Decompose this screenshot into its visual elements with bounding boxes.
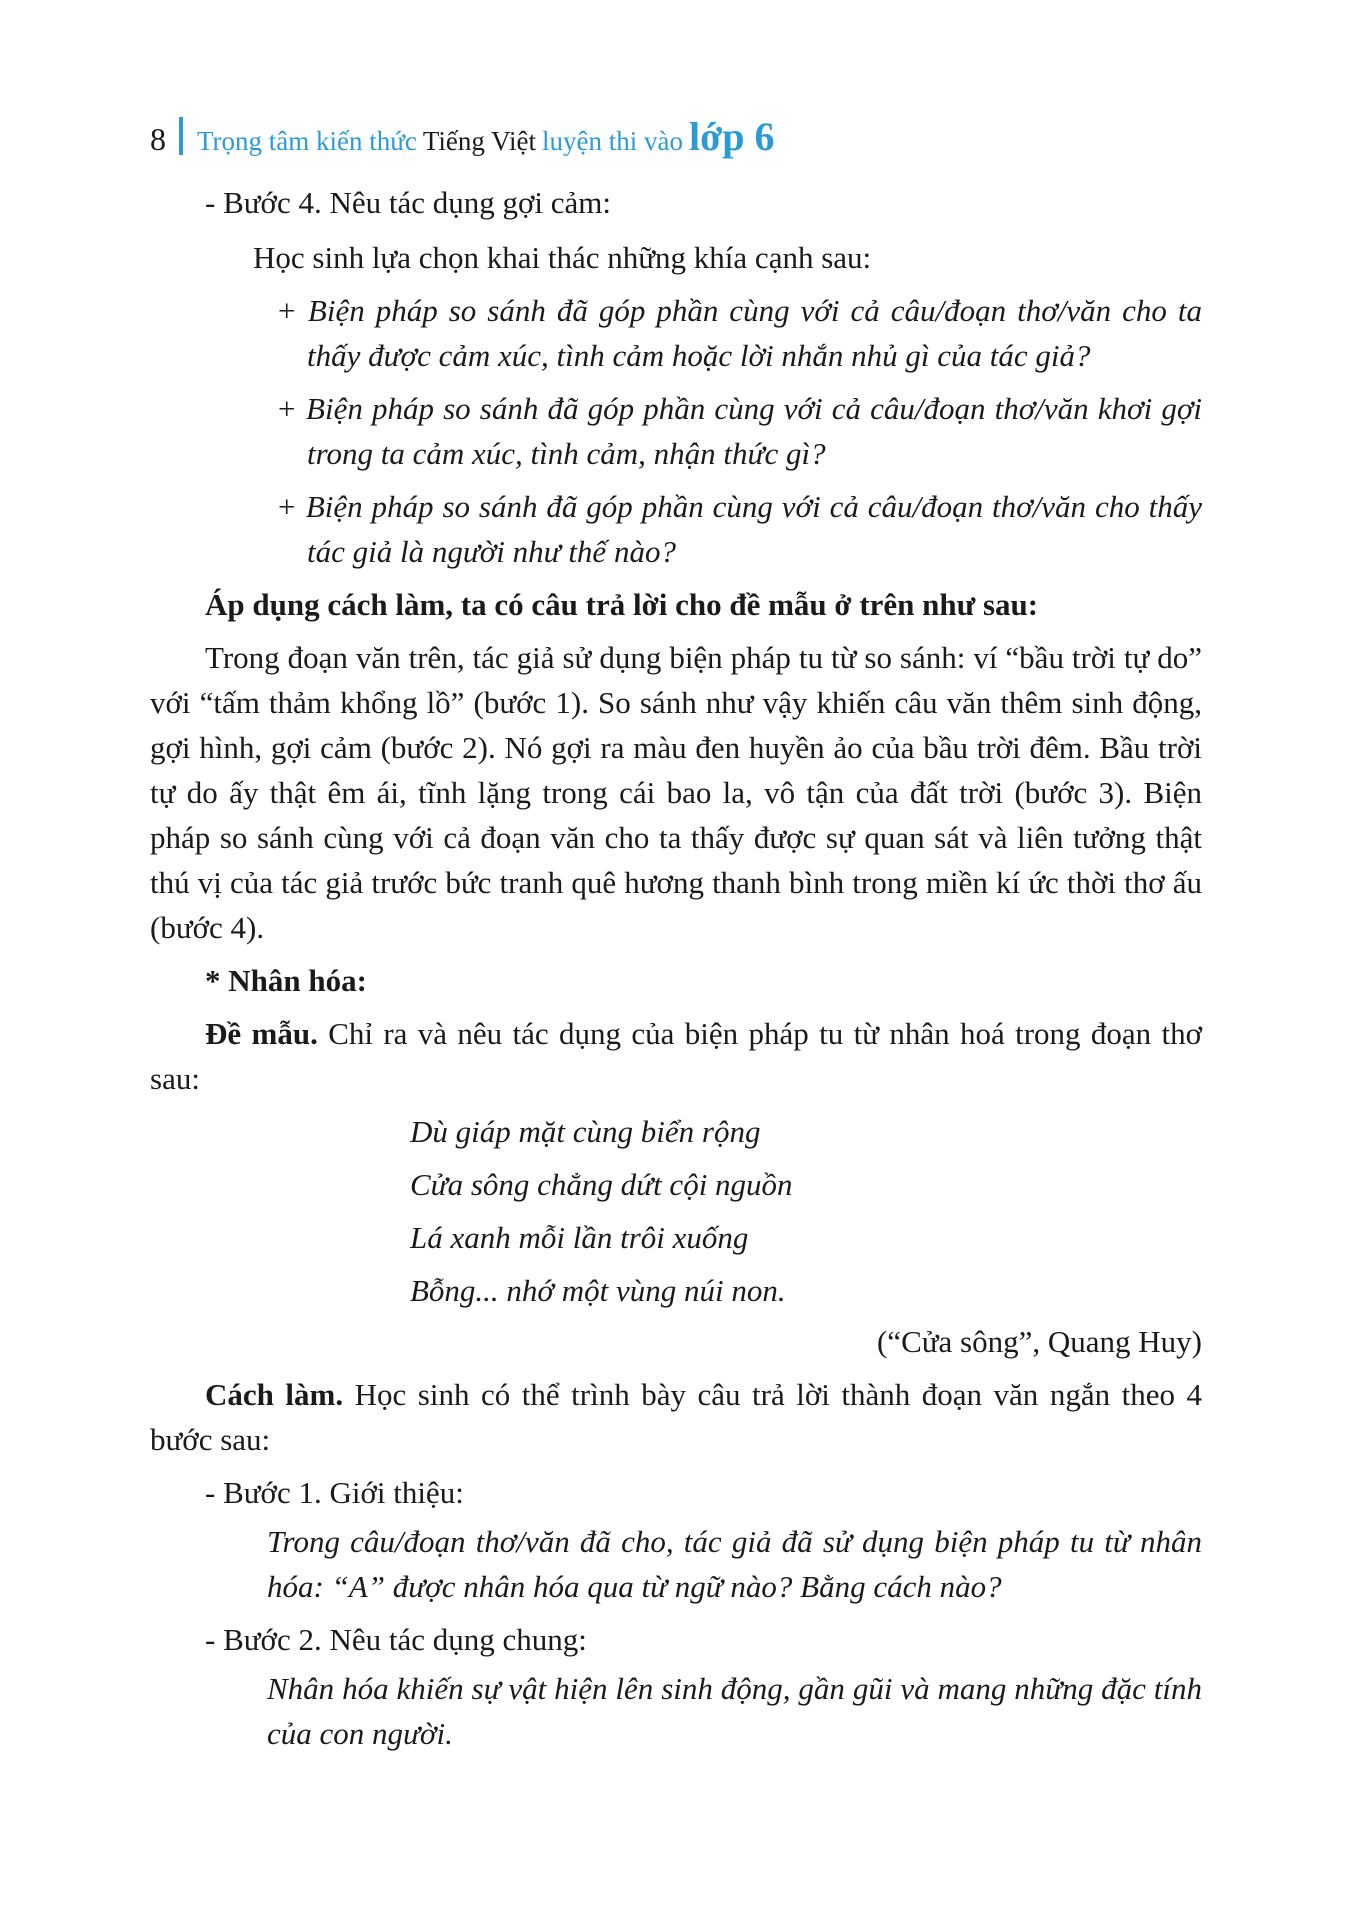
step2-heading: - Bước 2. Nêu tác dụng chung: [205,1622,587,1657]
cach-lam-paragraph [150,1372,1202,1462]
cach-lam-label: Cách làm. [205,1377,344,1412]
apply-heading: Áp dụng cách làm, ta có câu trả lời cho đề mẫu ở trên như sau: [205,587,1039,622]
bullet-1: + Biện pháp so sánh đã góp phần cùng với cả câu/đoạn thơ/văn cho ta thấy được cảm xúc, tình cảm hoặc lời nhắn nhủ gì của tác giả? [276,293,1202,373]
header-title-part4: lớp 6 [689,114,775,159]
poem-citation: (“Cửa sông”, Quang Huy) [876,1324,1202,1359]
bullet-3: + Biện pháp so sánh đã góp phần cùng với cả câu/đoạn thơ/văn cho thấy tác giả là người như thế nào? [276,489,1202,569]
de-mau-label: Đề mẫu. [205,1016,318,1051]
step2-text: Nhân hóa khiến sự vật hiện lên sinh động, gần gũi và mang những đặc tính của con người. [267,1671,1202,1751]
bullet-2: + Biện pháp so sánh đã góp phần cùng với cả câu/đoạn thơ/văn khơi gợi trong ta cảm xúc, tình cảm, nhận thức gì? [276,391,1202,471]
poem-line: Dù giáp mặt cùng biển rộng [410,1114,761,1149]
cach-lam-text: Học sinh có thể trình bày câu trả lời thành đoạn văn ngắn theo 4 bước sau: [150,1377,1202,1457]
poem-line: Lá xanh mỗi lần trôi xuống [410,1220,749,1255]
page-number: 8 [150,121,166,157]
step1-text: Trong câu/đoạn thơ/văn đã cho, tác giả đã sử dụng biện pháp tu từ nhân hóa: “A” được nhân hóa qua từ ngữ nào? Bằng cách nào? [267,1524,1202,1604]
de-mau-paragraph [150,1011,1202,1101]
step4-lead: Học sinh lựa chọn khai thác những khía cạnh sau: [253,240,872,275]
section-heading: * Nhân hóa: [205,963,367,998]
page-header [150,112,775,160]
poem-line: Cửa sông chẳng dứt cội nguồn [410,1167,793,1202]
de-mau-text: Chỉ ra và nêu tác dụng của biện pháp tu từ nhân hoá trong đoạn thơ sau: [150,1016,1202,1096]
header-title-part3: luyện thi vào [542,126,684,156]
header-divider [179,117,183,155]
step4-heading: - Bước 4. Nêu tác dụng gợi cảm: [205,185,611,220]
step1-heading: - Bước 1. Giới thiệu: [205,1475,464,1510]
page-content [150,180,1202,1756]
poem [410,1105,1202,1317]
header-title-part1: Trọng tâm kiến thức [197,126,417,156]
header-title-part2: Tiếng Việt [422,126,537,156]
poem-line: Bỗng... nhớ một vùng núi non. [410,1273,786,1308]
apply-paragraph: Trong đoạn văn trên, tác giả sử dụng biện pháp tu từ so sánh: ví “bầu trời tự do” với “tấm thảm khổng lồ” (bước 1). So sánh như vậy khiến câu văn thêm sinh động, gợi hình, gợi cảm (bước 2). Nó gợi ra màu đen huyền ảo của bầu trời đêm. Bầu trời tự do ấy thật êm ái, tĩnh lặng trong cái bao la, vô tận của đất trời (bước 3). Biện pháp so sánh cùng với cả đoạn văn cho ta thấy được sự quan sát và liên tưởng thật thú vị của tác giả trước bức tranh quê hương thanh bình trong miền kí ức thời thơ ấu (bước 4). [150,640,1202,945]
